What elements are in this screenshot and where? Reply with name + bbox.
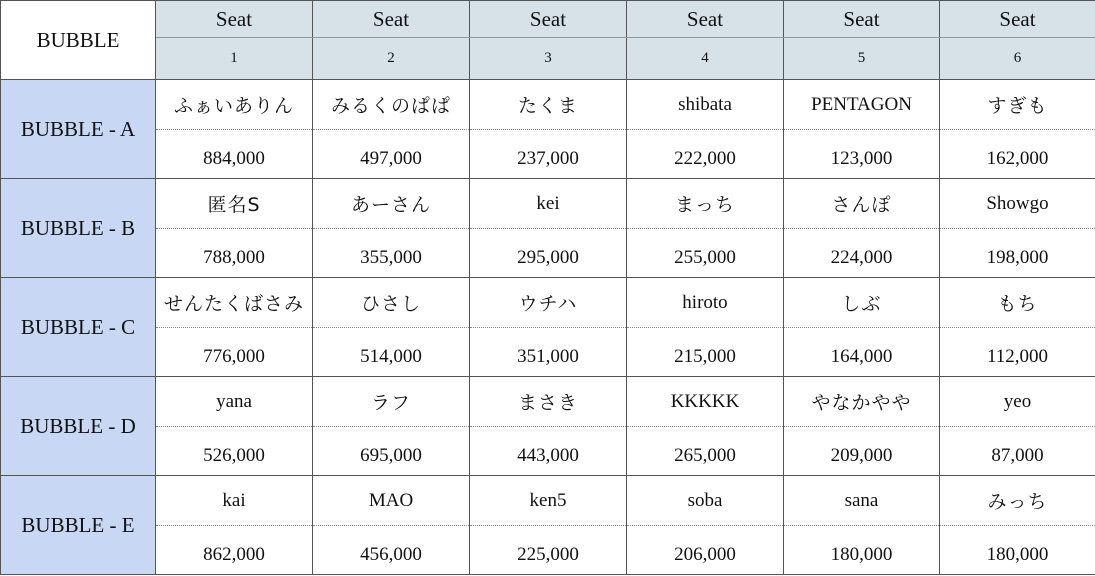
player-name: ラフ — [313, 377, 469, 427]
player-score: 215,000 — [674, 346, 736, 367]
player-cell-content — [940, 377, 1095, 475]
player-score: 776,000 — [203, 346, 265, 367]
player-score: 225,000 — [517, 544, 579, 565]
corner-label: BUBBLE — [1, 1, 156, 80]
group-row — [1, 476, 1095, 575]
player-cell — [784, 278, 940, 377]
player-name: たくま — [470, 80, 626, 130]
player-name: みるくのぱぱ — [313, 80, 469, 130]
player-cell — [156, 278, 313, 377]
player-cell — [940, 377, 1095, 476]
player-name: まさき — [470, 377, 626, 427]
player-score: 206,000 — [674, 544, 736, 565]
player-name: 匿名S — [156, 179, 312, 229]
player-score: 265,000 — [674, 445, 736, 466]
seat-title-row — [1, 1, 1095, 38]
seat-number-5: 5 — [784, 38, 940, 80]
player-name: せんたくばさみ — [156, 278, 312, 328]
player-cell — [784, 80, 940, 179]
player-cell — [470, 80, 627, 179]
seat-header-5: Seat — [784, 1, 940, 38]
player-name: KKKKK — [627, 377, 783, 427]
player-cell-content — [470, 278, 626, 376]
player-cell — [156, 80, 313, 179]
player-cell-content — [940, 80, 1095, 178]
seat-number-4: 4 — [627, 38, 784, 80]
player-cell — [627, 80, 784, 179]
player-cell-content — [470, 179, 626, 277]
player-name: yana — [156, 377, 312, 427]
seat-number-3: 3 — [470, 38, 627, 80]
player-name: sana — [784, 476, 939, 526]
player-name: kei — [470, 179, 626, 229]
player-cell-content — [313, 80, 469, 178]
player-cell — [627, 179, 784, 278]
player-cell-content — [470, 476, 626, 574]
seat-header-2: Seat — [313, 1, 470, 38]
player-name: soba — [627, 476, 783, 526]
player-cell-content — [627, 80, 783, 178]
seat-number-row — [1, 38, 1095, 80]
player-score: 255,000 — [674, 247, 736, 268]
player-cell — [627, 377, 784, 476]
player-name: shibata — [627, 80, 783, 130]
player-cell-content — [784, 476, 939, 574]
player-cell — [940, 179, 1095, 278]
player-cell-content — [784, 80, 939, 178]
player-score: 456,000 — [360, 544, 422, 565]
player-cell-content — [627, 179, 783, 277]
group-row — [1, 179, 1095, 278]
player-name: みっち — [940, 476, 1095, 526]
player-cell-content — [784, 179, 939, 277]
player-name: ken5 — [470, 476, 626, 526]
player-cell — [313, 179, 470, 278]
player-cell — [784, 476, 940, 575]
player-name: Showgo — [940, 179, 1095, 229]
group-label: BUBBLE - D — [1, 377, 156, 476]
player-cell — [313, 476, 470, 575]
player-name: すぎも — [940, 80, 1095, 130]
seat-header-4: Seat — [627, 1, 784, 38]
group-row — [1, 377, 1095, 476]
player-cell — [940, 278, 1095, 377]
player-cell-content — [940, 179, 1095, 277]
player-name: hiroto — [627, 278, 783, 328]
player-score: 180,000 — [830, 544, 893, 565]
player-score: 237,000 — [517, 148, 579, 169]
player-score: 87,000 — [991, 445, 1044, 466]
player-cell — [313, 377, 470, 476]
group-row — [1, 278, 1095, 377]
player-name: しぶ — [784, 278, 939, 328]
player-score: 695,000 — [360, 445, 422, 466]
player-cell — [627, 278, 784, 377]
group-row — [1, 80, 1095, 179]
table-body — [1, 80, 1095, 575]
player-cell — [627, 476, 784, 575]
player-name: もち — [940, 278, 1095, 328]
group-label: BUBBLE - C — [1, 278, 156, 377]
player-score: 443,000 — [517, 445, 579, 466]
player-score: 862,000 — [203, 544, 265, 565]
player-cell-content — [470, 377, 626, 475]
seat-header-6: Seat — [940, 1, 1095, 38]
player-name: MAO — [313, 476, 469, 526]
player-score: 164,000 — [830, 346, 893, 367]
player-name: yeo — [940, 377, 1095, 427]
player-score: 209,000 — [830, 445, 893, 466]
player-cell-content — [940, 278, 1095, 376]
player-name: やなかやや — [784, 377, 939, 427]
seat-number-1: 1 — [156, 38, 313, 80]
player-name: kai — [156, 476, 312, 526]
player-score: 198,000 — [986, 247, 1049, 268]
player-name: さんぽ — [784, 179, 939, 229]
player-cell — [470, 476, 627, 575]
player-cell-content — [156, 179, 312, 277]
player-cell-content — [156, 278, 312, 376]
player-cell-content — [156, 377, 312, 475]
player-cell-content — [156, 476, 312, 574]
player-cell-content — [627, 476, 783, 574]
player-cell-content — [313, 179, 469, 277]
player-cell — [784, 377, 940, 476]
player-score: 788,000 — [203, 247, 265, 268]
player-score: 497,000 — [360, 148, 422, 169]
group-label: BUBBLE - A — [1, 80, 156, 179]
player-cell-content — [470, 80, 626, 178]
player-cell-content — [627, 278, 783, 376]
player-name: まっち — [627, 179, 783, 229]
player-cell — [156, 377, 313, 476]
seat-number-2: 2 — [313, 38, 470, 80]
player-score: 351,000 — [517, 346, 579, 367]
player-score: 355,000 — [360, 247, 422, 268]
seat-header-1: Seat — [156, 1, 313, 38]
player-cell — [784, 179, 940, 278]
player-cell-content — [627, 377, 783, 475]
player-cell — [313, 80, 470, 179]
player-cell-content — [940, 476, 1095, 574]
player-cell — [470, 377, 627, 476]
player-score: 224,000 — [830, 247, 893, 268]
group-label: BUBBLE - B — [1, 179, 156, 278]
player-name: ひさし — [313, 278, 469, 328]
player-name: ウチハ — [470, 278, 626, 328]
player-cell-content — [313, 377, 469, 475]
player-cell — [940, 476, 1095, 575]
player-cell-content — [156, 80, 312, 178]
player-cell — [940, 80, 1095, 179]
player-cell — [313, 278, 470, 377]
player-score: 526,000 — [203, 445, 265, 466]
player-score: 514,000 — [360, 346, 422, 367]
player-cell-content — [784, 377, 939, 475]
player-score: 295,000 — [517, 247, 579, 268]
player-score: 884,000 — [203, 148, 265, 169]
seat-header-3: Seat — [470, 1, 627, 38]
player-score: 123,000 — [830, 148, 893, 169]
player-score: 162,000 — [986, 148, 1049, 169]
player-score: 222,000 — [674, 148, 736, 169]
seat-number-6: 6 — [940, 38, 1095, 80]
player-name: あーさん — [313, 179, 469, 229]
player-cell — [470, 179, 627, 278]
player-cell-content — [784, 278, 939, 376]
player-cell-content — [313, 476, 469, 574]
player-cell — [156, 179, 313, 278]
player-score: 180,000 — [986, 544, 1049, 565]
player-cell — [470, 278, 627, 377]
player-score: 112,000 — [986, 346, 1049, 367]
group-label: BUBBLE - E — [1, 476, 156, 575]
player-name: PENTAGON — [784, 80, 939, 130]
player-cell-content — [313, 278, 469, 376]
player-name: ふぁいありん — [156, 80, 312, 130]
player-cell — [156, 476, 313, 575]
